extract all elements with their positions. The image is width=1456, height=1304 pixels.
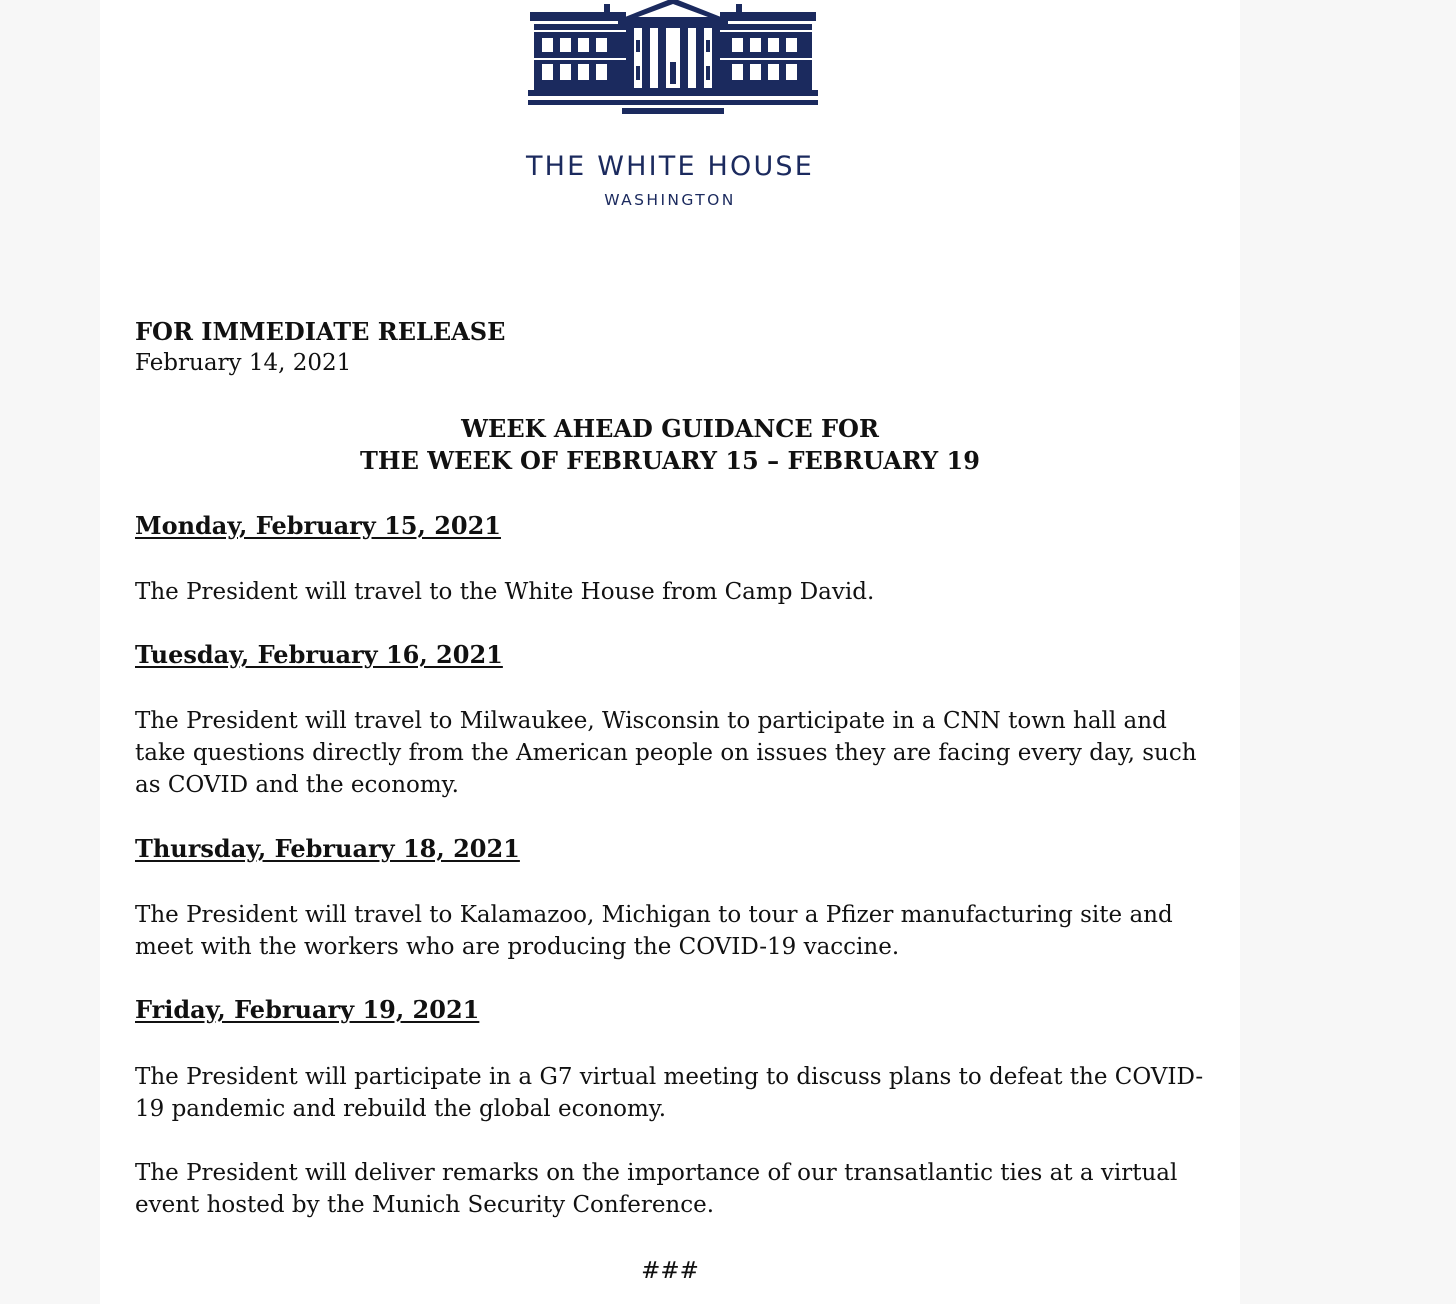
header-subtitle: WASHINGTON	[604, 191, 736, 209]
release-date: February 14, 2021	[135, 350, 352, 376]
day-heading-thursday: Thursday, February 18, 2021	[135, 834, 520, 863]
friday-paragraph-1: The President will participate in a G7 virtual meeting to discuss plans to defeat the COVID-19 pandemic and rebuild the global economy.	[135, 1064, 1204, 1122]
monday-paragraph: The President will travel to the White House from Camp David.	[135, 579, 875, 605]
release-label: FOR IMMEDIATE RELEASE	[135, 317, 506, 346]
day-heading-monday: Monday, February 15, 2021	[135, 511, 501, 540]
day-heading-friday: Friday, February 19, 2021	[135, 995, 480, 1024]
end-mark: ###	[641, 1258, 699, 1284]
press-release-page	[100, 0, 1240, 1304]
thursday-paragraph: The President will travel to Kalamazoo, Michigan to tour a Pfizer manufacturing site and meet with the workers who are producing the COVID-19 vaccine.	[135, 902, 1173, 960]
day-heading-tuesday: Tuesday, February 16, 2021	[135, 640, 503, 669]
white-house-logo	[528, 0, 818, 118]
tuesday-paragraph: The President will travel to Milwaukee, Wisconsin to participate in a CNN town hall and take questions directly from the American people on issues they are facing every day, such as COVID and the economy.	[135, 708, 1197, 798]
header-title: THE WHITE HOUSE	[525, 151, 815, 182]
friday-paragraph-2: The President will deliver remarks on the importance of our transatlantic ties at a virtual event hosted by the Munich Security Conference.	[135, 1160, 1178, 1218]
document-heading-line-2: THE WEEK OF FEBRUARY 15 – FEBRUARY 19	[360, 446, 980, 475]
document-heading-line-1: WEEK AHEAD GUIDANCE FOR	[461, 414, 879, 443]
